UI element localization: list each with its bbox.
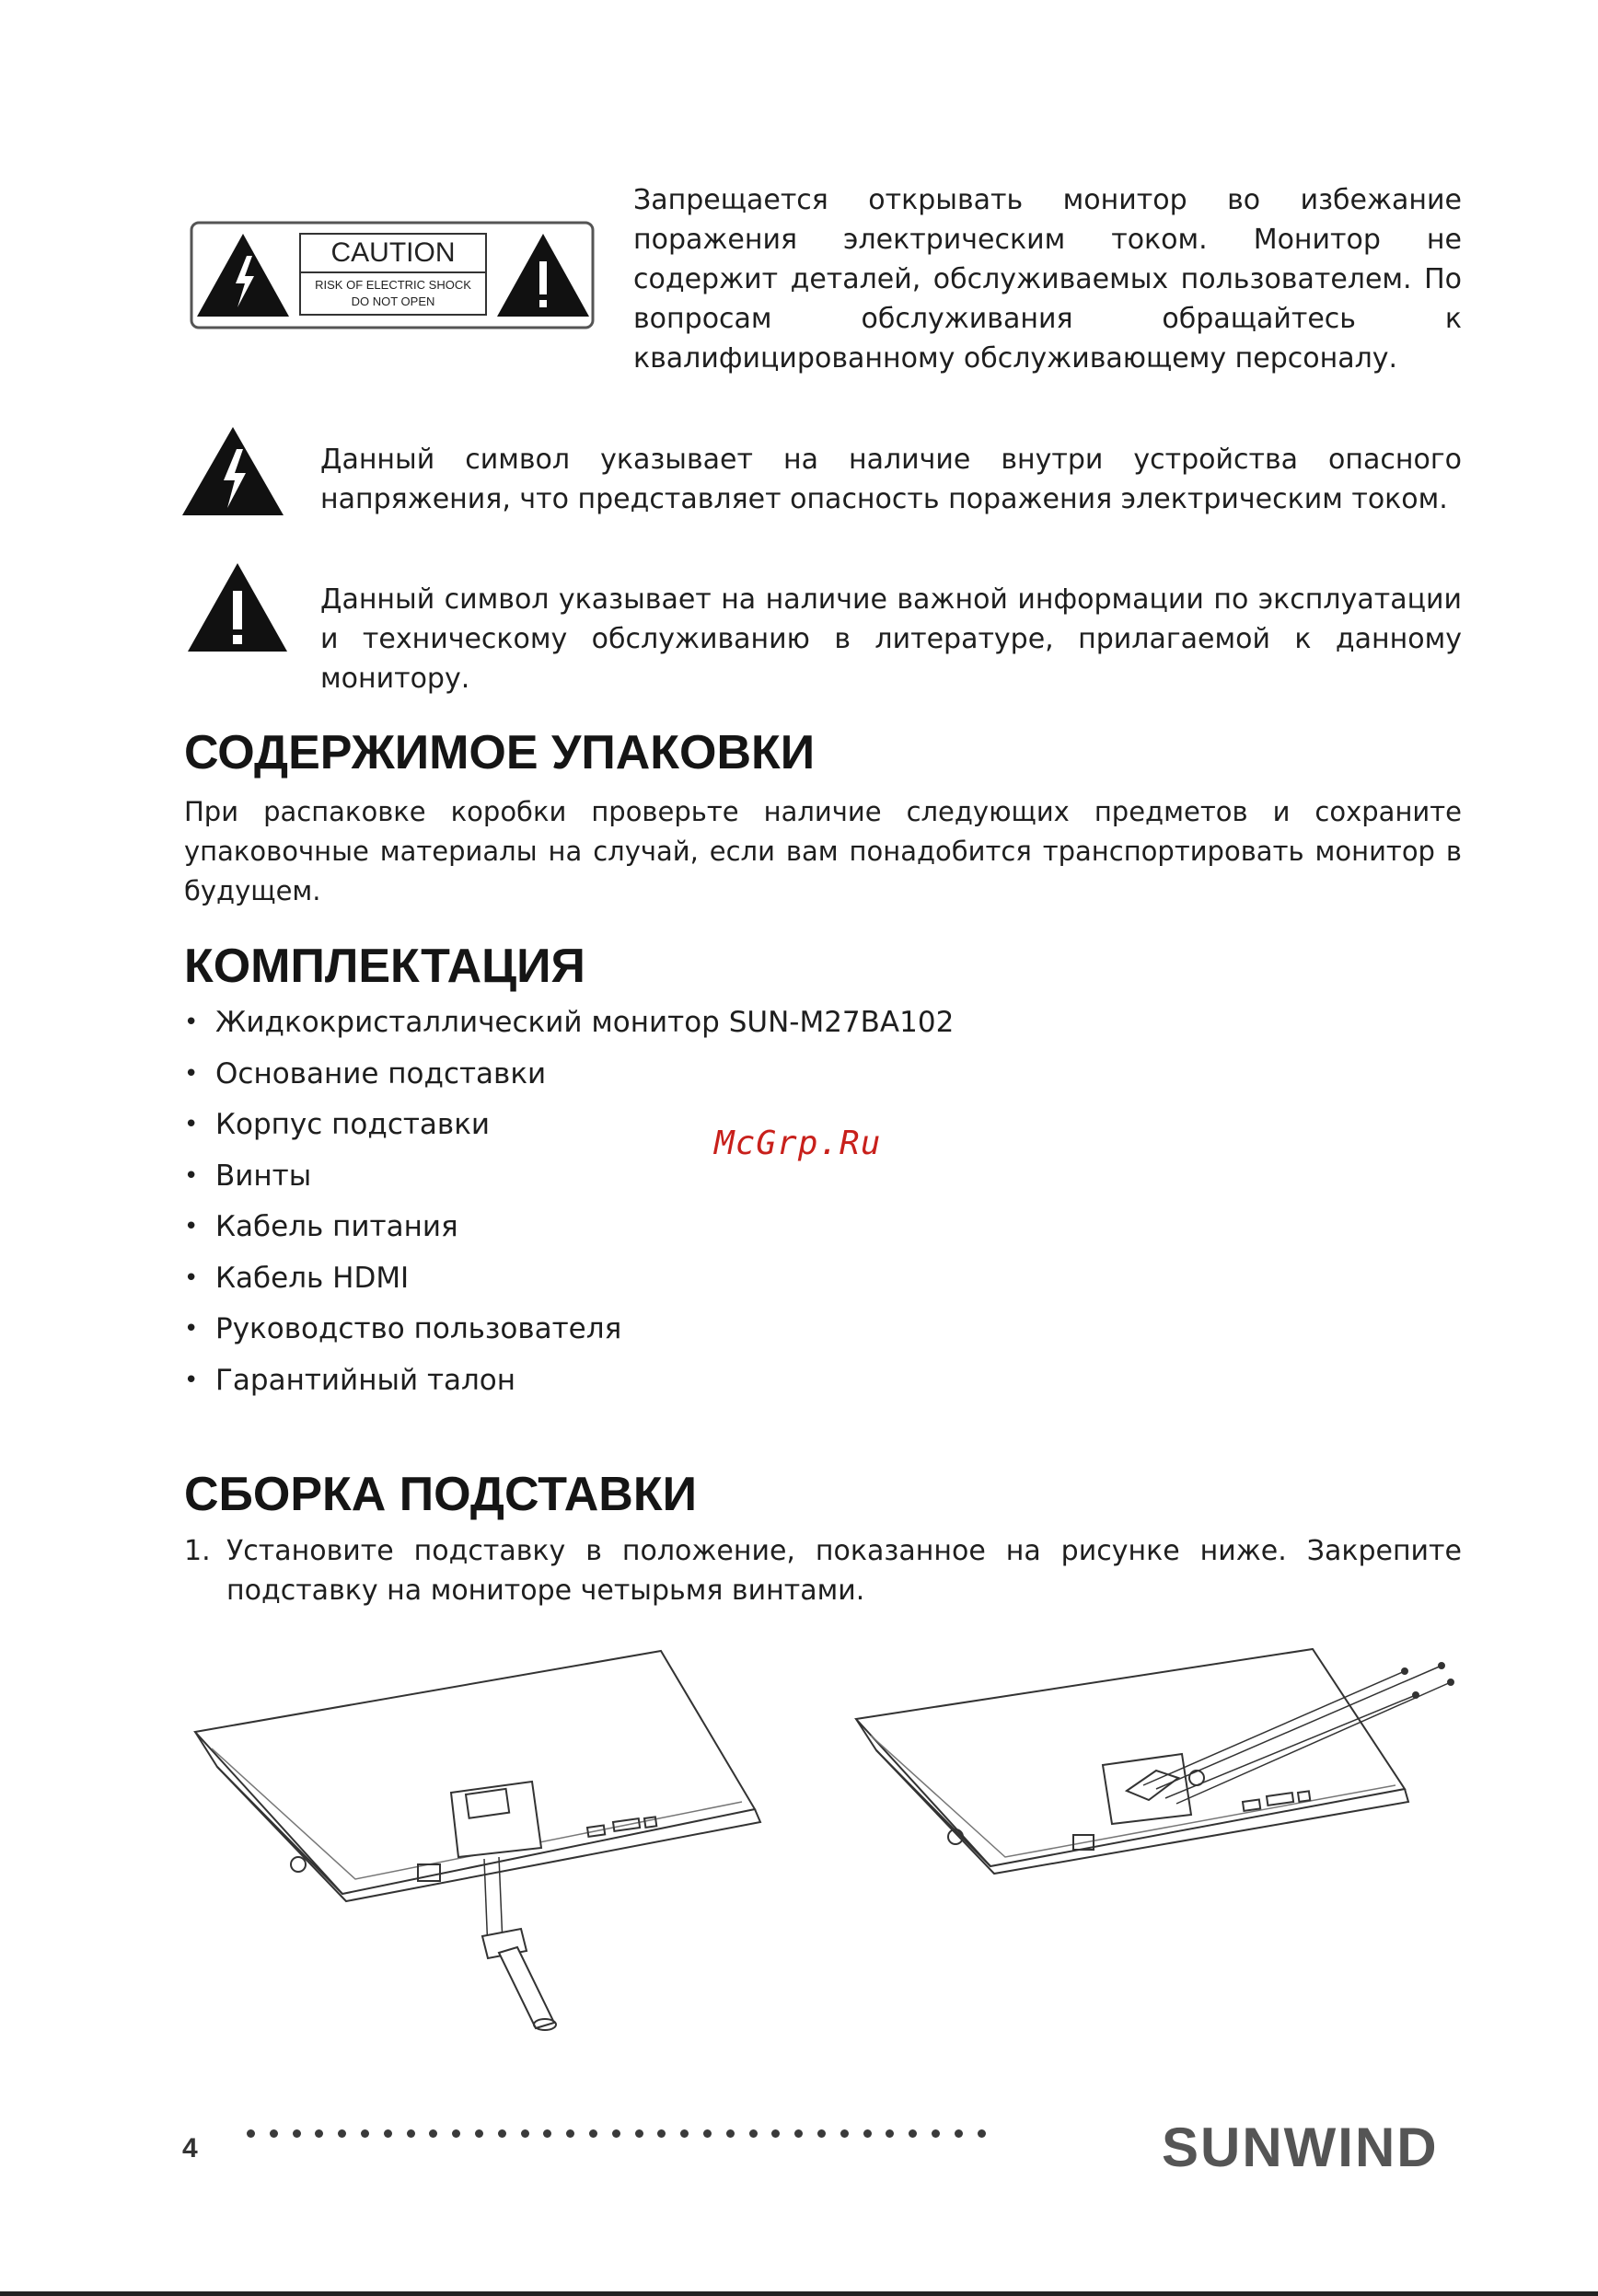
- caution-title: CAUTION: [330, 237, 456, 268]
- stand-attach-illustration: [190, 1647, 779, 2037]
- assembly-step-number: 1.: [184, 1535, 211, 1567]
- list-item: • Кабель HDMI: [184, 1261, 410, 1295]
- list-item: • Корпус подставки: [184, 1108, 491, 1141]
- list-item: • Руководство пользователя: [184, 1312, 622, 1345]
- caution-line2: DO NOT OPEN: [351, 294, 435, 308]
- footer-dots: [247, 2129, 1000, 2138]
- exclamation-warning-icon: [186, 561, 289, 657]
- assembly-step-text: Установите подставку в положение, показанное на рисунке ниже. Закрепите подставку на мониторе четырьмя винтами.: [226, 1535, 1462, 1607]
- package-paragraph: При распаковке коробки проверьте наличие следующих предметов и сохраните упаковочные материалы на случай, если вам понадобится транспортировать монитор в будущем.: [184, 796, 1462, 906]
- exclamation-symbol-description: Данный символ указывает на наличие важной информации по эксплуатации и техническому обслуживанию в литературе, прилагаемой к данному монитору.: [320, 583, 1462, 695]
- list-item: • Основание подставки: [184, 1056, 547, 1090]
- brand-logo: SUNWIND: [1162, 2117, 1439, 2178]
- caution-label: [190, 221, 595, 329]
- package-heading: СОДЕРЖИМОЕ УПАКОВКИ: [184, 726, 816, 779]
- list-item: • Гарантийный талон: [184, 1363, 516, 1397]
- assembly-heading: СБОРКА ПОДСТАВКИ: [184, 1468, 697, 1521]
- list-item: • Кабель питания: [184, 1210, 458, 1243]
- page-number: 4: [182, 2133, 198, 2163]
- contents-heading: КОМПЛЕКТАЦИЯ: [184, 940, 585, 993]
- watermark: McGrp.Ru: [714, 1125, 882, 1162]
- stand-screws-illustration: [852, 1647, 1460, 1890]
- lightning-symbol-description: Данный символ указывает на наличие внутри устройства опасного напряжения, что представляет опасность поражения электрическим током.: [320, 444, 1462, 515]
- contents-list: [184, 1001, 954, 1410]
- list-item: • Винты: [184, 1159, 312, 1193]
- caution-paragraph: Запрещается открывать монитор во избежание поражения электрическим током. Монитор не содержит деталей, обслуживаемых пользователем. По вопросам обслуживания обращайтесь к квалифицированному обслуживающему персоналу.: [633, 184, 1462, 375]
- list-item: • Жидкокристаллический монитор SUN-M27BA102: [184, 1006, 955, 1039]
- caution-line1: RISK OF ELECTRIC SHOCK: [315, 278, 471, 292]
- lightning-warning-icon: [180, 425, 285, 521]
- page-bottom-border: [0, 2291, 1598, 2296]
